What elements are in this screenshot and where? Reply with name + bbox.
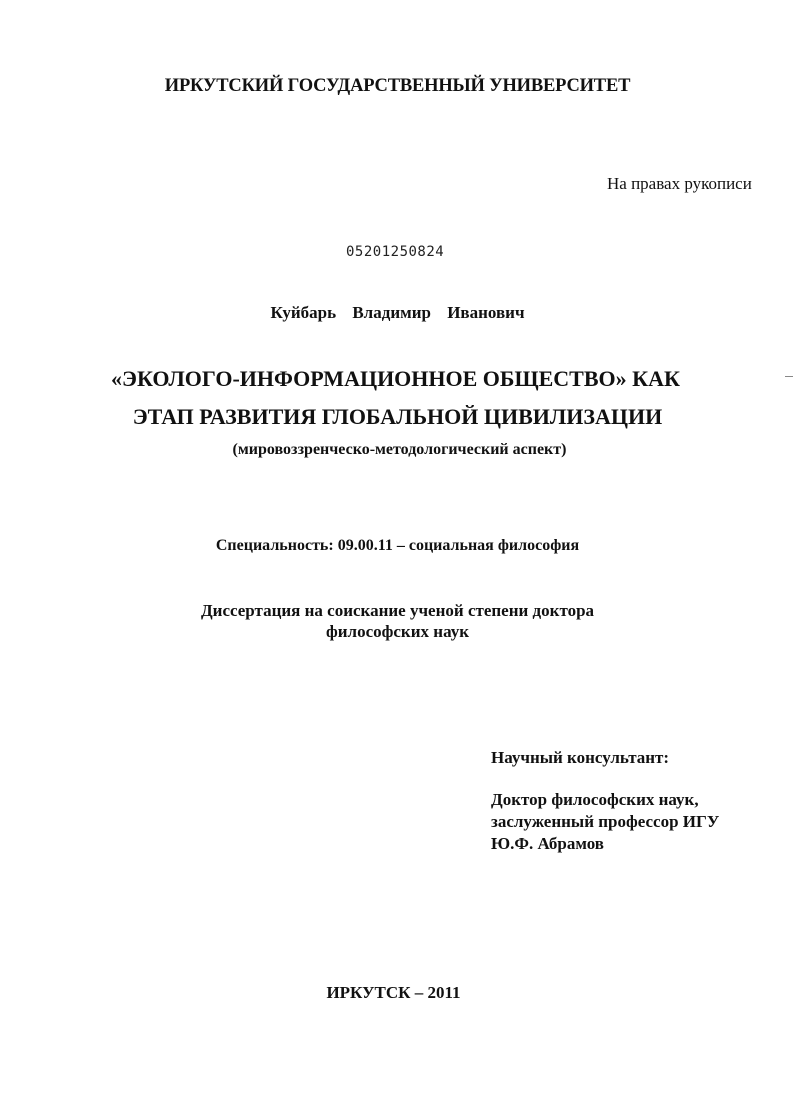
author-name xyxy=(0,303,795,323)
degree-line-2: философских наук xyxy=(325,622,469,641)
city-year: ИРКУТСК – 2011 xyxy=(326,983,461,1002)
margin-dash-mark xyxy=(785,376,793,377)
author-first-name: Владимир xyxy=(352,303,431,322)
rights-note: На правах рукописи xyxy=(607,174,752,193)
university-name: ИРКУТСКИЙ ГОСУДАРСТВЕННЫЙ УНИВЕРСИТЕТ xyxy=(164,76,631,96)
dissertation-title-line-1: «ЭКОЛОГО-ИНФОРМАЦИОННОЕ ОБЩЕСТВО» КАК xyxy=(111,366,680,391)
consultant-name: Ю.Ф. Абрамов xyxy=(491,834,604,853)
degree-statement xyxy=(0,600,795,642)
author-surname: Куйбарь xyxy=(270,303,337,322)
consultant-title: заслуженный профессор ИГУ xyxy=(491,812,720,831)
consultant-info xyxy=(491,789,719,855)
degree-line-1: Диссертация на соискание ученой степени доктора xyxy=(200,601,595,620)
author-patronymic: Иванович xyxy=(447,303,525,322)
dissertation-title-line-2: ЭТАП РАЗВИТИЯ ГЛОБАЛЬНОЙ ЦИВИЛИЗАЦИИ xyxy=(132,404,663,429)
consultant-degree: Доктор философских наук, xyxy=(491,790,699,809)
serial-number: 05201250824 xyxy=(346,244,445,260)
specialty: Специальность: 09.00.11 – социальная философия xyxy=(215,537,580,554)
consultant-label: Научный консультант: xyxy=(491,748,670,767)
dissertation-subtitle: (мировоззренческо-методологический аспект) xyxy=(232,441,567,458)
